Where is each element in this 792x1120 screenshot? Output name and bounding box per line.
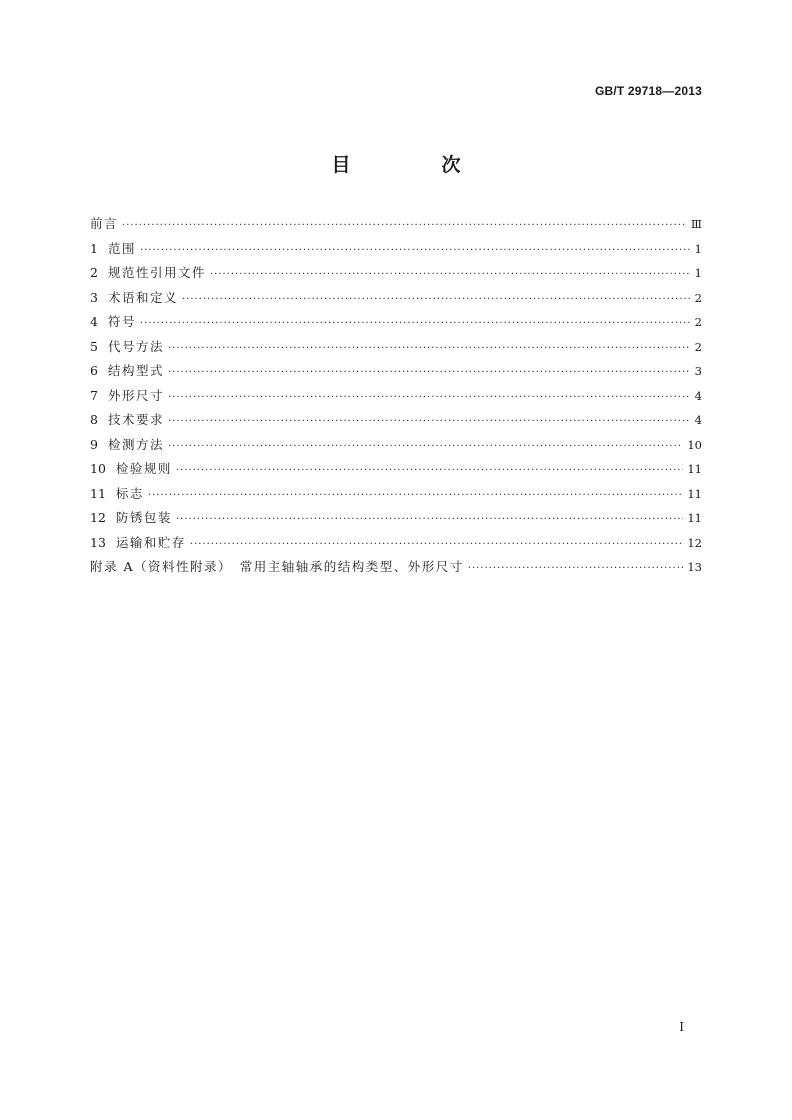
toc-entry-page: 4 — [694, 388, 702, 403]
toc-entry-number: 7 — [90, 387, 98, 403]
toc-entry-12[interactable] — [90, 508, 702, 533]
toc-entry-label: 结构型式 — [107, 363, 164, 378]
dot-leader — [140, 318, 691, 329]
toc-entry-5[interactable] — [90, 337, 702, 362]
toc-entry-8[interactable] — [90, 410, 702, 435]
dot-leader — [190, 539, 683, 550]
toc-entry-10[interactable] — [90, 459, 702, 484]
toc-entry-number: 3 — [90, 289, 98, 305]
dot-leader — [168, 367, 691, 378]
toc-entry-label: 检测方法 — [107, 436, 164, 452]
dot-leader — [148, 490, 683, 501]
toc-entry-page: 11 — [687, 462, 702, 476]
dot-leader — [176, 514, 683, 525]
toc-entry-11[interactable] — [90, 484, 702, 509]
dot-leader — [168, 416, 691, 427]
toc-entry-label: 防锈包装 — [115, 510, 172, 525]
toc-entry-page: 4 — [694, 413, 702, 427]
toc-entry-page: 13 — [687, 560, 702, 574]
toc-entry-page: 1 — [694, 266, 702, 280]
toc-entry-number: 8 — [90, 412, 98, 427]
toc-entry-label: 技术要求 — [107, 412, 164, 427]
page-number: Ⅰ — [679, 1020, 684, 1034]
toc-entry-13[interactable] — [90, 533, 702, 558]
toc-entry-page: 1 — [694, 241, 702, 256]
toc-entry-label: 标志 — [115, 485, 144, 501]
toc-entry-label: 附录 A（资料性附录） 常用主轴轴承的结构类型、外形尺寸 — [90, 559, 464, 574]
toc-entry-9[interactable] — [90, 435, 702, 460]
toc-entry-6[interactable] — [90, 361, 702, 386]
dot-leader — [168, 441, 683, 452]
dot-leader — [168, 392, 691, 403]
dot-leader — [182, 294, 691, 305]
toc-entry-page: 2 — [694, 290, 702, 305]
toc-entry-page: 11 — [687, 511, 702, 525]
toc-entry-label: 术语和定义 — [107, 289, 178, 305]
toc-entry-number: 6 — [90, 363, 98, 378]
toc-entry-label: 范围 — [107, 240, 136, 256]
toc-entry-label: 规范性引用文件 — [107, 265, 206, 280]
dot-leader — [210, 269, 691, 280]
table-of-contents — [90, 214, 702, 582]
toc-entry-number: 5 — [90, 338, 98, 354]
dot-leader — [176, 465, 683, 476]
toc-title: 目 次 — [331, 154, 497, 176]
toc-entry-number: 11 — [90, 485, 106, 501]
toc-entry-label: 符号 — [107, 314, 136, 329]
toc-entry-label: 代号方法 — [107, 338, 164, 354]
toc-entry-page: 12 — [687, 535, 702, 550]
toc-entry-foreword[interactable] — [90, 214, 702, 239]
toc-entry-number: 1 — [90, 240, 98, 256]
toc-entry-label: 运输和贮存 — [115, 534, 186, 550]
toc-entry-page: Ⅲ — [690, 217, 702, 231]
document-code: GB/T 29718—2013 — [594, 84, 702, 98]
dot-leader — [122, 220, 687, 231]
toc-entry-label: 检验规则 — [115, 461, 172, 476]
toc-entry-page: 2 — [694, 339, 702, 354]
toc-entry-page: 2 — [694, 315, 702, 329]
toc-entry-number: 13 — [90, 534, 106, 550]
toc-entry-number: 4 — [90, 314, 98, 329]
dot-leader — [140, 245, 691, 256]
toc-entry-number: 9 — [90, 436, 98, 452]
dot-leader — [468, 563, 684, 574]
toc-entry-label: 外形尺寸 — [107, 387, 164, 403]
toc-entry-1[interactable] — [90, 239, 702, 264]
toc-entry-number: 12 — [90, 510, 106, 525]
dot-leader — [168, 343, 691, 354]
toc-entry-number: 2 — [90, 265, 98, 280]
toc-entry-number: 10 — [90, 461, 106, 476]
toc-entry-appendix-a[interactable] — [90, 557, 702, 582]
toc-entry-7[interactable] — [90, 386, 702, 411]
toc-entry-3[interactable] — [90, 288, 702, 313]
toc-entry-page: 10 — [687, 437, 702, 452]
toc-entry-page: 3 — [694, 364, 702, 378]
toc-entry-label: 前言 — [90, 216, 119, 231]
toc-entry-4[interactable] — [90, 312, 702, 337]
toc-entry-page: 11 — [687, 486, 702, 501]
toc-entry-2[interactable] — [90, 263, 702, 288]
